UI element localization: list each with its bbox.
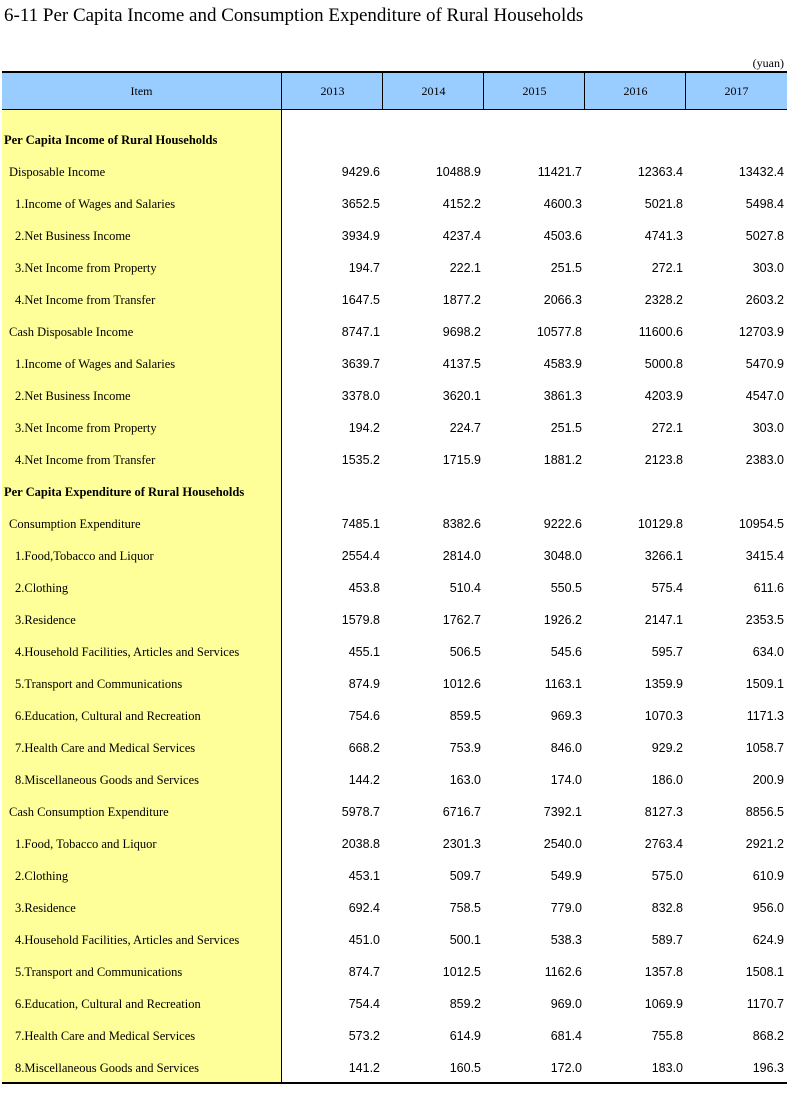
row-label: 4.Household Facilities, Articles and Services [15,645,240,659]
value-cell-2014: 4237.4 [442,229,481,243]
value-cell-2015: 11421.7 [537,165,582,179]
value-cell-2015: 4583.9 [543,357,582,371]
value-cell-2015: 779.0 [550,901,582,915]
table-row [0,124,787,156]
table-row [0,892,787,924]
value-cell-2013: 141.2 [348,1061,380,1075]
value-cell-2014: 614.9 [449,1029,481,1043]
table-row [0,988,787,1020]
value-cell-2015: 4503.6 [543,229,582,243]
value-cell-2017: 3415.4 [745,549,784,563]
value-cell-2015: 172.0 [550,1061,582,1075]
table-row [0,764,787,796]
table-row [0,284,787,316]
table-row [0,540,787,572]
value-cell-2015: 3861.3 [543,389,582,403]
value-cell-2015: 3048.0 [543,549,582,563]
row-label: 6.Education, Cultural and Recreation [15,997,201,1011]
value-cell-2013: 874.7 [348,965,380,979]
value-cell-2017: 624.9 [752,933,784,947]
value-cell-2017: 10954.5 [738,517,784,531]
value-cell-2017: 303.0 [752,421,784,435]
value-cell-2016: 186.0 [651,773,683,787]
value-cell-2016: 272.1 [651,421,683,435]
value-cell-2014: 859.2 [449,997,481,1011]
value-cell-2015: 1162.6 [544,965,582,979]
value-cell-2017: 5470.9 [745,357,784,371]
row-label: 5.Transport and Communications [15,677,183,691]
value-cell-2014: 1012.6 [442,677,481,691]
header-year: 2013 [320,84,345,98]
row-label: 6.Education, Cultural and Recreation [15,709,201,723]
value-cell-2016 [588,124,683,156]
header-year: 2017 [724,84,749,98]
value-cell-2013: 1647.5 [341,293,380,307]
value-cell-2016: 11600.6 [638,325,683,339]
value-cell-2016: 8127.3 [644,805,683,819]
table-header [2,73,787,110]
table-row [0,700,787,732]
value-cell-2013: 3652.5 [341,197,380,211]
value-cell-2014: 1715.9 [442,453,481,467]
value-cell-2014: 4152.2 [442,197,481,211]
table-row [0,796,787,828]
row-label: 2.Net Business Income [15,229,131,243]
value-cell-2013: 754.6 [348,709,380,723]
value-cell-2017: 2383.0 [745,453,784,467]
value-cell-2015 [487,476,582,508]
header-year: 2014 [421,84,446,98]
value-cell-2013: 451.0 [348,933,380,947]
row-label: 2.Clothing [15,869,69,883]
value-cell-2014: 758.5 [449,901,481,915]
value-cell-2015: 251.5 [550,261,582,275]
value-cell-2015: 7392.1 [543,805,582,819]
value-cell-2016: 1070.3 [644,709,683,723]
value-cell-2017: 1170.7 [746,997,784,1011]
value-cell-2014: 10488.9 [435,165,481,179]
value-cell-2013: 194.7 [348,261,380,275]
value-cell-2015 [487,124,582,156]
table-row [0,188,787,220]
value-cell-2014: 506.5 [449,645,481,659]
value-cell-2017: 8856.5 [745,805,784,819]
row-label: 7.Health Care and Medical Services [15,741,196,755]
value-cell-2017: 5027.8 [745,229,784,243]
table-row [0,220,787,252]
value-cell-2013: 3639.7 [341,357,380,371]
value-cell-2013: 2038.8 [341,837,380,851]
value-cell-2017: 200.9 [752,773,784,787]
row-label: 2.Clothing [15,581,69,595]
table-row [0,1020,787,1052]
value-cell-2013: 692.4 [348,901,380,915]
row-label: 4.Household Facilities, Articles and Services [15,933,240,947]
row-label: Cash Disposable Income [9,325,134,339]
table-row [0,444,787,476]
value-cell-2013: 3934.9 [341,229,380,243]
value-cell-2017: 2921.2 [745,837,784,851]
row-label: 8.Miscellaneous Goods and Services [15,1061,199,1075]
row-label: 1.Income of Wages and Salaries [15,197,176,211]
value-cell-2014: 160.5 [449,1061,481,1075]
table-row [0,828,787,860]
value-cell-2015: 681.4 [550,1029,582,1043]
row-label: 3.Net Income from Property [15,261,157,275]
row-label: 4.Net Income from Transfer [15,453,156,467]
value-cell-2014: 224.7 [449,421,481,435]
value-cell-2016: 5000.8 [644,357,683,371]
value-cell-2015: 846.0 [550,741,582,755]
value-cell-2017 [689,124,784,156]
table-row [0,636,787,668]
value-cell-2014: 1877.2 [442,293,481,307]
row-label: Disposable Income [9,165,106,179]
value-cell-2013: 9429.6 [341,165,380,179]
value-cell-2014: 8382.6 [442,517,481,531]
value-cell-2014: 3620.1 [442,389,481,403]
value-cell-2016: 575.0 [651,869,683,883]
value-cell-2013: 8747.1 [341,325,380,339]
value-cell-2013: 874.9 [348,677,380,691]
value-cell-2017: 1058.7 [745,741,784,755]
value-cell-2015: 969.0 [550,997,582,1011]
value-cell-2016: 3266.1 [644,549,683,563]
unit-label: (yuan) [752,56,784,70]
section-heading: Per Capita Expenditure of Rural Households [4,485,245,499]
header-year: 2015 [522,84,547,98]
row-label: 1.Food,Tobacco and Liquor [15,549,154,563]
value-cell-2017: 1508.1 [745,965,784,979]
value-cell-2013: 2554.4 [341,549,380,563]
row-label: 3.Residence [15,901,76,915]
value-cell-2015: 1926.2 [543,613,582,627]
value-cell-2013: 453.1 [348,869,380,883]
value-cell-2016 [588,476,683,508]
value-cell-2015: 1881.2 [543,453,582,467]
value-cell-2016: 2763.4 [644,837,683,851]
table-row [0,316,787,348]
table-row [0,572,787,604]
table-row [0,956,787,988]
value-cell-2016: 4741.3 [644,229,683,243]
value-cell-2014: 753.9 [449,741,481,755]
value-cell-2015: 549.9 [550,869,582,883]
value-cell-2013: 668.2 [348,741,380,755]
value-cell-2016: 575.4 [651,581,683,595]
value-cell-2017: 2603.2 [745,293,784,307]
header-item: Item [130,84,153,98]
value-cell-2017: 2353.5 [745,613,784,627]
value-cell-2013: 194.2 [348,421,380,435]
value-cell-2015: 550.5 [550,581,582,595]
value-cell-2016: 12363.4 [637,165,683,179]
value-cell-2014: 1012.5 [442,965,481,979]
value-cell-2014: 500.1 [449,933,481,947]
row-label: 4.Net Income from Transfer [15,293,156,307]
value-cell-2017: 4547.0 [745,389,784,403]
value-cell-2016: 10129.8 [637,517,683,531]
row-label: 8.Miscellaneous Goods and Services [15,773,199,787]
value-cell-2015: 545.6 [550,645,582,659]
value-cell-2016: 595.7 [651,645,683,659]
value-cell-2016: 4203.9 [644,389,683,403]
value-cell-2017: 956.0 [752,901,784,915]
value-cell-2015: 969.3 [550,709,582,723]
value-cell-2016: 2123.8 [644,453,683,467]
table-row [0,732,787,764]
table-row [0,348,787,380]
value-cell-2017: 303.0 [752,261,784,275]
value-cell-2015: 4600.3 [543,197,582,211]
value-cell-2016: 1069.9 [644,997,683,1011]
value-cell-2016: 5021.8 [644,197,683,211]
value-cell-2017 [689,476,784,508]
value-cell-2013: 754.4 [348,997,380,1011]
value-cell-2014: 2301.3 [442,837,481,851]
header-year: 2016 [623,84,648,98]
row-label: 7.Health Care and Medical Services [15,1029,196,1043]
value-cell-2015: 1163.1 [544,677,582,691]
value-cell-2013 [285,124,380,156]
value-cell-2013: 5978.7 [341,805,380,819]
value-cell-2013 [285,476,380,508]
value-cell-2016: 272.1 [651,261,683,275]
value-cell-2013: 3378.0 [341,389,380,403]
row-label: 1.Income of Wages and Salaries [15,357,176,371]
row-label: 2.Net Business Income [15,389,131,403]
value-cell-2014: 510.4 [449,581,481,595]
value-cell-2015: 2066.3 [543,293,582,307]
value-cell-2014: 163.0 [449,773,481,787]
table-row [0,668,787,700]
value-cell-2015: 251.5 [550,421,582,435]
value-cell-2016: 832.8 [651,901,683,915]
value-cell-2014: 859.5 [449,709,481,723]
value-cell-2014 [386,476,481,508]
value-cell-2013: 455.1 [348,645,380,659]
page-title: 6-11 Per Capita Income and Consumption Expenditure of Rural Households [4,5,584,26]
value-cell-2017: 5498.4 [745,197,784,211]
value-cell-2013: 1535.2 [341,453,380,467]
value-cell-2014: 4137.5 [442,357,481,371]
table-row [0,156,787,188]
value-cell-2017: 634.0 [752,645,784,659]
table-row [0,508,787,540]
value-cell-2016: 589.7 [651,933,683,947]
value-cell-2017: 196.3 [752,1061,784,1075]
table-row [0,412,787,444]
value-cell-2015: 2540.0 [543,837,582,851]
value-cell-2014: 509.7 [449,869,481,883]
value-cell-2013: 453.8 [348,581,380,595]
table-row [0,476,787,508]
value-cell-2016: 1357.8 [644,965,683,979]
value-cell-2014: 222.1 [449,261,481,275]
value-cell-2014 [386,124,481,156]
row-label: 3.Net Income from Property [15,421,157,435]
value-cell-2013: 1579.8 [341,613,380,627]
section-heading: Per Capita Income of Rural Households [4,133,218,147]
value-cell-2016: 2147.1 [644,613,683,627]
value-cell-2013: 144.2 [348,773,380,787]
table-row [0,924,787,956]
row-label: 3.Residence [15,613,76,627]
value-cell-2013: 573.2 [348,1029,380,1043]
row-label: 1.Food, Tobacco and Liquor [15,837,157,851]
value-cell-2017: 12703.9 [738,325,784,339]
table-row [0,860,787,892]
value-cell-2017: 610.9 [752,869,784,883]
value-cell-2016: 2328.2 [644,293,683,307]
value-cell-2017: 1171.3 [746,709,784,723]
table-bottom-rule [2,1082,787,1084]
value-cell-2016: 929.2 [651,741,683,755]
value-cell-2015: 9222.6 [543,517,582,531]
row-label: 5.Transport and Communications [15,965,183,979]
row-label: Consumption Expenditure [9,517,141,531]
value-cell-2015: 174.0 [550,773,582,787]
value-cell-2014: 9698.2 [442,325,481,339]
value-cell-2014: 1762.7 [442,613,481,627]
value-cell-2017: 1509.1 [745,677,784,691]
table-row [0,604,787,636]
value-cell-2017: 13432.4 [738,165,784,179]
value-cell-2015: 10577.8 [536,325,582,339]
table-row [0,252,787,284]
value-cell-2017: 611.6 [753,581,784,595]
table-body [0,124,787,1084]
value-cell-2014: 6716.7 [442,805,481,819]
table-row [0,1052,787,1084]
value-cell-2013: 7485.1 [341,517,380,531]
value-cell-2017: 868.2 [752,1029,784,1043]
value-cell-2015: 538.3 [550,933,582,947]
value-cell-2016: 755.8 [651,1029,683,1043]
value-cell-2016: 183.0 [651,1061,683,1075]
table-row [0,380,787,412]
value-cell-2014: 2814.0 [442,549,481,563]
value-cell-2016: 1359.9 [644,677,683,691]
row-label: Cash Consumption Expenditure [9,805,169,819]
